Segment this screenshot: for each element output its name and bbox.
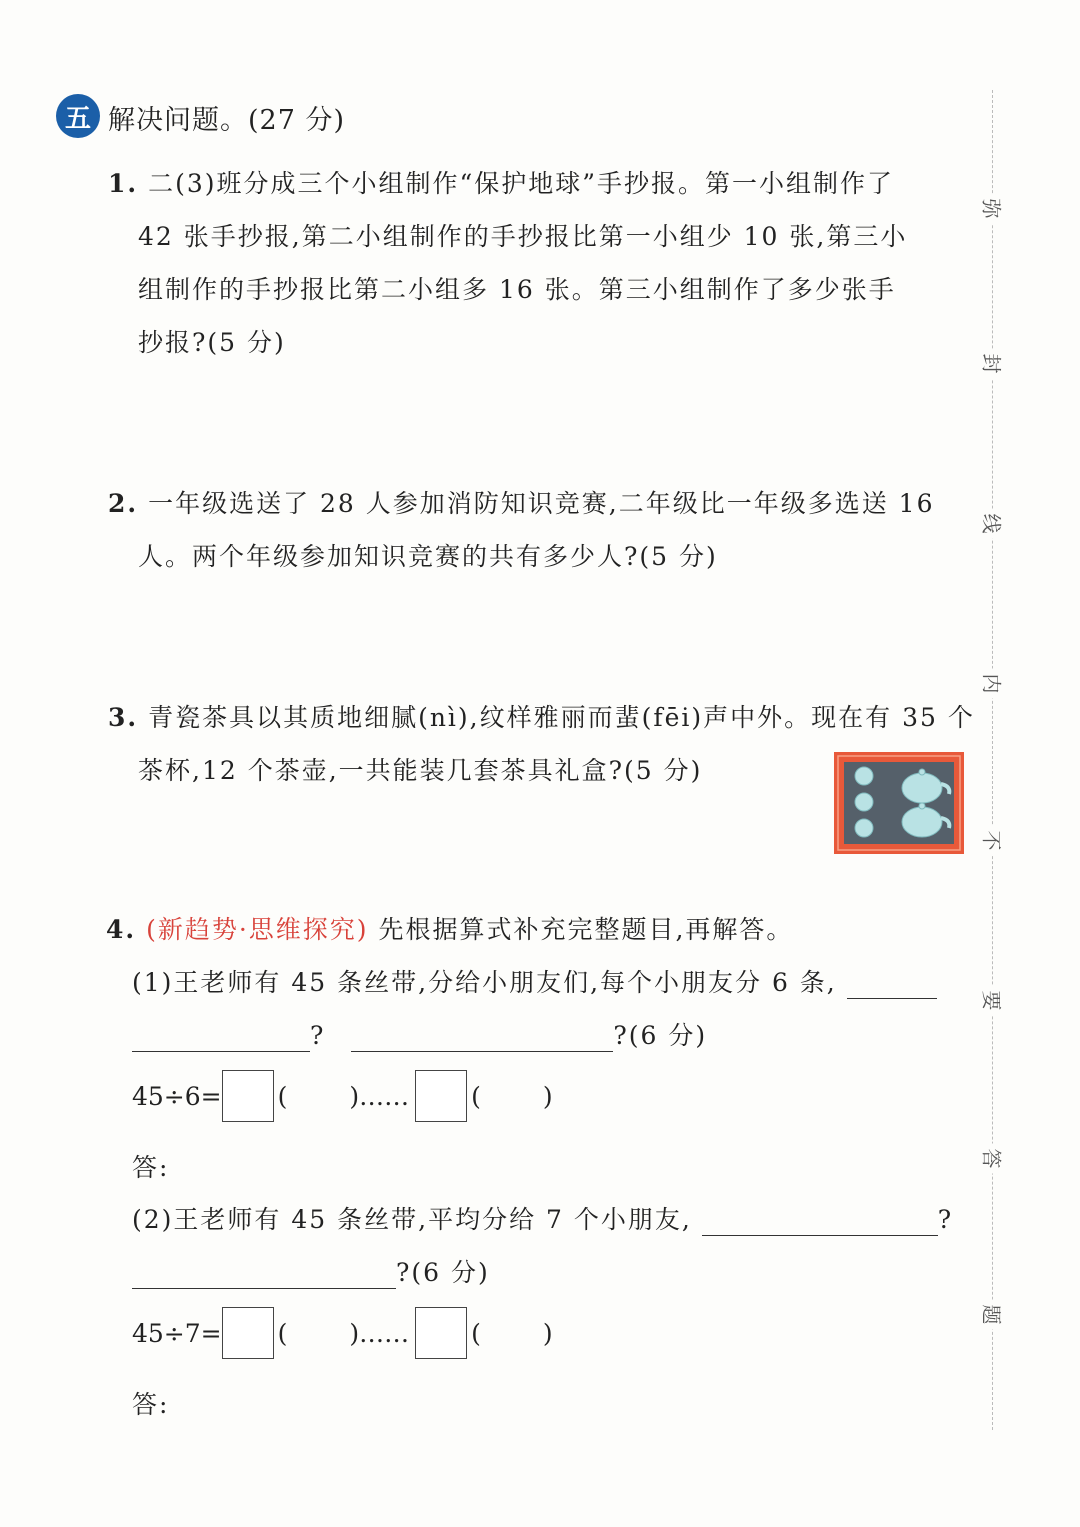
q4p1-line2: ? ?(6 分) xyxy=(132,1016,707,1052)
q4p2-quotient-box[interactable] xyxy=(222,1307,274,1359)
q2-line1: 2. 一年级选送了 28 人参加消防知识竞赛,二年级比一年级多选送 16 xyxy=(108,489,935,518)
section-badge: 五 xyxy=(56,94,100,138)
q4p1-equation: 45÷6= ( ) …… ( ) xyxy=(132,1070,553,1122)
seal-char: 题 xyxy=(975,1300,1012,1330)
section-title: 解决问题。(27 分) xyxy=(108,105,346,136)
q4p2-answer-label: 答: xyxy=(132,1390,170,1419)
q3-line2: 茶杯,12 个茶壶,一共能装几套茶具礼盒?(5 分) xyxy=(138,756,703,785)
q4p2-line2: ?(6 分) xyxy=(132,1253,490,1289)
q4p1-line1: (1)王老师有 45 条丝带,分给小朋友们,每个小朋友分 6 条, xyxy=(132,963,937,999)
seal-char: 不 xyxy=(975,826,1012,856)
q4p2-blank-1[interactable] xyxy=(702,1207,938,1236)
seal-char: 线 xyxy=(975,509,1012,539)
q2-number: 2. xyxy=(108,489,139,518)
tea-set-box-image xyxy=(834,752,964,854)
q4p1-blank-2[interactable] xyxy=(132,1023,310,1052)
q4p1-answer-label: 答: xyxy=(132,1153,170,1182)
q4p1-remainder-box[interactable] xyxy=(415,1070,467,1122)
q1-line4: 抄报?(5 分) xyxy=(138,328,286,357)
q3-line1: 3. 青瓷茶具以其质地细腻(nì),纹样雅丽而蜚(fēi)声中外。现在有 35 个 xyxy=(108,703,975,732)
q4p2-equation: 45÷7= ( ) …… ( ) xyxy=(132,1307,553,1359)
seal-char: 封 xyxy=(975,349,1012,379)
seal-line xyxy=(992,90,993,1430)
q2-line2: 人。两个年级参加知识竞赛的共有多少人?(5 分) xyxy=(138,542,718,571)
q1-line2: 42 张手抄报,第二小组制作的手抄报比第一小组少 10 张,第三小 xyxy=(138,222,908,251)
q4-tag: (新趋势·思维探究) xyxy=(146,915,369,944)
q4p1-blank-1[interactable] xyxy=(847,970,937,999)
q4p1-blank-3[interactable] xyxy=(351,1023,613,1052)
q1-line3: 组制作的手抄报比第二小组多 16 张。第三小组制作了多少张手 xyxy=(138,275,896,304)
q1-line1: 1. 二(3)班分成三个小组制作“保护地球”手抄报。第一小组制作了 xyxy=(108,169,895,198)
q4-intro: 4. (新趋势·思维探究) 先根据算式补充完整题目,再解答。 xyxy=(106,915,794,944)
q4p2-line1: (2)王老师有 45 条丝带,平均分给 7 个小朋友, ? xyxy=(132,1205,954,1234)
q3-number: 3. xyxy=(108,703,139,732)
q4p2-remainder-box[interactable] xyxy=(415,1307,467,1359)
seal-char: 弥 xyxy=(975,194,1012,224)
seal-char: 答 xyxy=(975,1144,1012,1174)
q4p1-quotient-box[interactable] xyxy=(222,1070,274,1122)
seal-char: 要 xyxy=(975,986,1012,1016)
q4p2-blank-2[interactable] xyxy=(132,1260,396,1289)
q1-number: 1. xyxy=(108,169,139,198)
seal-char: 内 xyxy=(975,669,1012,699)
q4-number: 4. xyxy=(106,915,137,944)
